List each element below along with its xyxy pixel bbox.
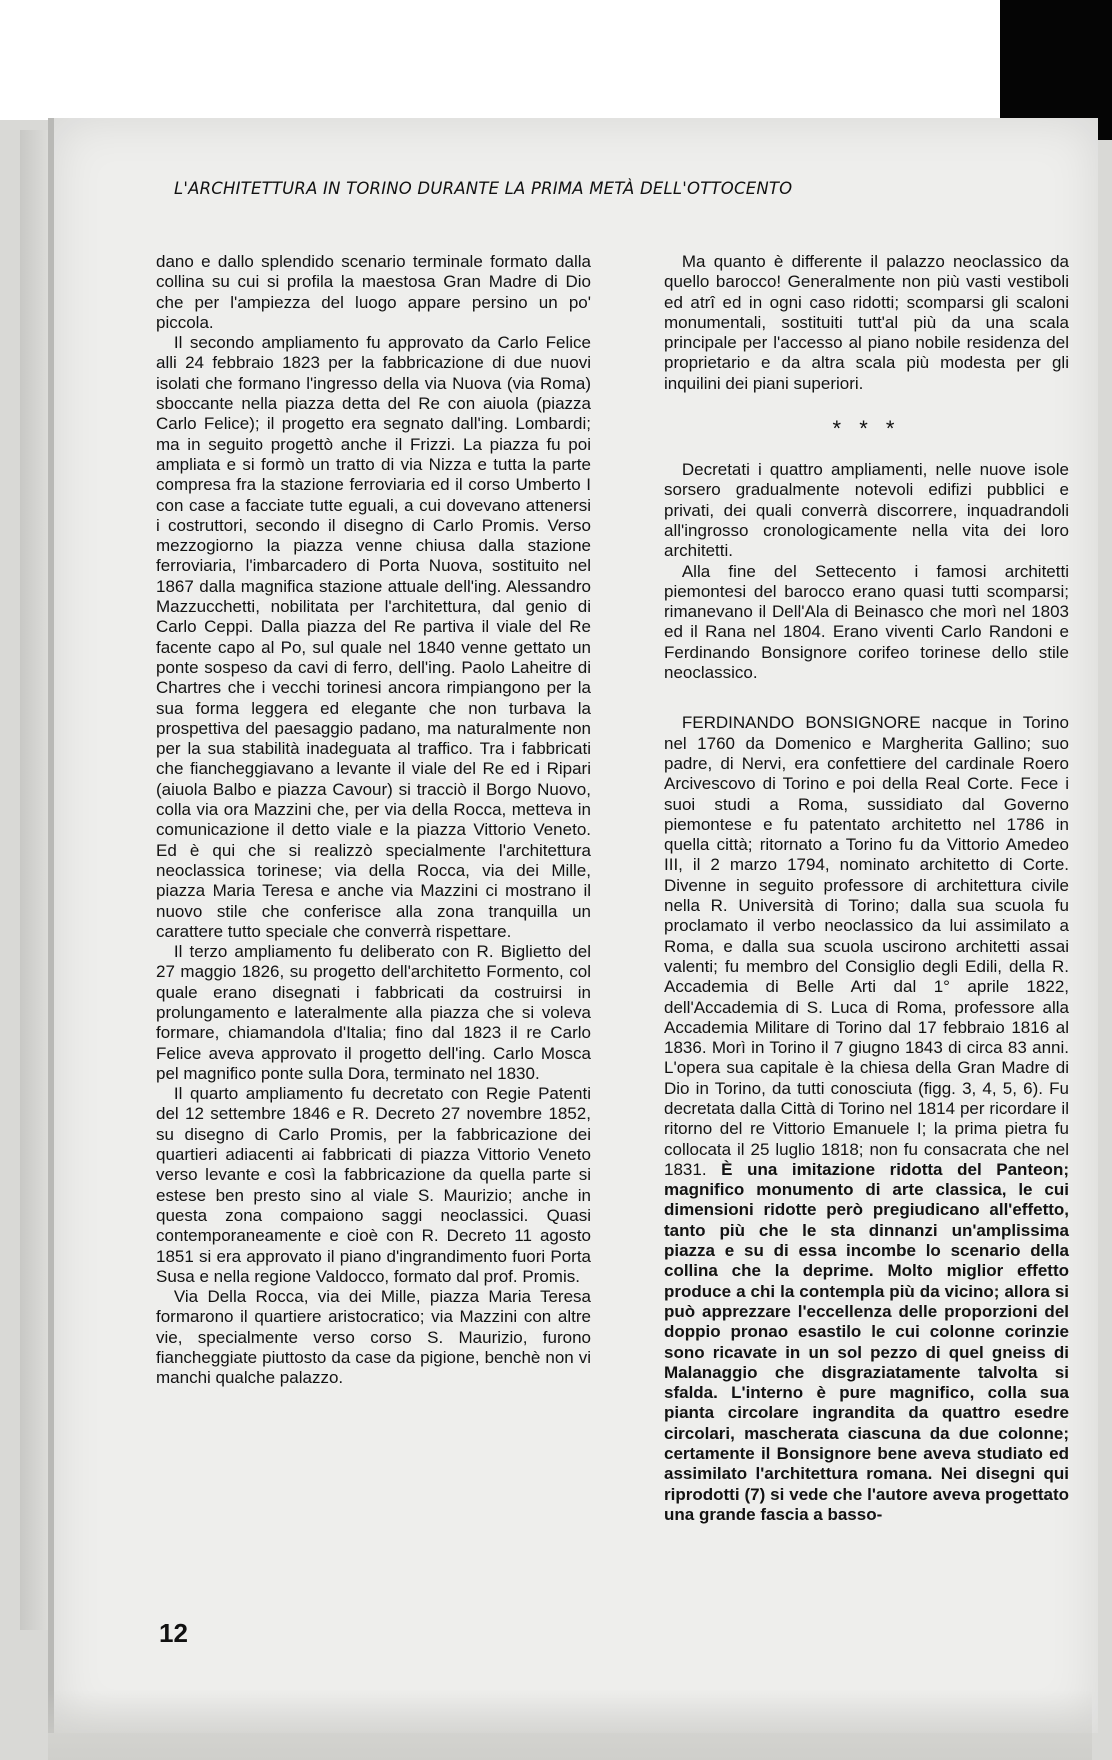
paragraph-gap	[664, 683, 1069, 713]
scan-bottom-shadow	[48, 1690, 1092, 1760]
page-number: 12	[159, 1618, 188, 1648]
bonsignore-text: nacque in Torino nel 1760 da Domenico e Margherita Gallino; suo padre, di Nervi, era confettiere del cardinale Roero Arcivescovo di Torino e poi della Real Corte. Fece i suoi studi a Roma, sussidiato dal Governo piemontese e fu patentato architetto nel 1786 in quella città; ritornato a Torino fu da Vittorio Amedeo III, il 2 marzo 1794, nominato architetto di Corte. Divenne in seguito professore di architettura civile nella R. Università di Torino; dalla sua scuola fu proclamato il verbo neoclassico da lui assimilato a Roma, e dalla sua scuola uscirono architetti assai valenti; fu membro del Consiglio degli Edili, della R. Accademia di Belle Arti dal 1° aprile 1822, dell'Accademia di S. Luca di Roma, professore alla Accademia Militare di Torino dal 17 febbraio 1816 al 1836. Morì in Torino il 7 giugno 1843 di circa 83 anni. L'opera sua capitale è la chiesa della Gran Madre di Dio in Torino, da tutti conosciuta (figg. 3, 4, 5, 6). Fu decretata dalla Città di Torino nel 1814 per ricordare il ritorno del re Vittorio Emanuele I; la prima pietra fu collocata il 25 luglio 1818; non fu consacrata che nel 1831.	[664, 713, 1069, 1179]
bonsignore-paragraph	[664, 713, 1069, 1525]
right-paragraph-1: Decretati i quattro ampliamenti, nelle nuove isole sorsero gradualmente notevoli edifizi pubblici e privati, dei quali converrà discorrere, inquadrandoli all'ingrosso cronologicamente nella vita dei loro architetti.	[664, 460, 1069, 561]
right-paragraph-2: Alla fine del Settecento i famosi architetti piemontesi del barocco erano quasi tutti scomparsi; rimanevano il Dell'Ala di Beinasco che morì nel 1803 ed il Rana nel 1804. Erano viventi Carlo Randoni e Ferdinando Bonsignore corifeo torinese dello stile neoclassico.	[664, 561, 1069, 683]
left-paragraph-2: Il secondo ampliamento fu approvato da Carlo Felice alli 24 febbraio 1823 per la fabbricazione di due nuovi isolati che formano l'ingresso della via Nuova (via Roma) sboccante nella piazza detta del Re con aiuola (piazza Carlo Felice); il progetto era segnato dall'ing. Lombardi; ma in seguito progettò anche il Frizzi. La piazza fu poi ampliata e si formò un tratto di via Nizza e tutta la parte compresa fra la stazione ferroviaria ed il corso Umberto I con case a facciate tutte eguali, a cui dovevano attenersi i costruttori, secondo il disegno di Carlo Promis. Verso mezzogiorno la piazza venne chiusa dalla stazione ferroviaria, l'imbarcadero di Porta Nuova, sostituito nel 1867 dalla magnifica stazione attuale dell'ing. Alessandro Mazzucchetti, nobilitata per l'architettura, dal genio di Carlo Ceppi. Dalla piazza del Re partiva il viale del Re facente capo al Po, sul quale nel 1840 venne gettato un ponte sospeso da cavi di ferro, dell'ing. Paolo Laheitre di Chartres che i vecchi torinesi ancora rimpiangono per la sua forma leggera ed elegante che non turbava la prospettiva del paesaggio padano, ma naturalmente non per la sua stabilità inadeguata al traffico. Tra i fabbricati che fiancheggiavano a levante il viale del Re ed i Ripari (aiuola Balbo e piazza Cavour) si tracciò il Borgo Nuovo, colla via ora Mazzini che, per via della Rocca, metteva in comunicazione il detto viale e la piazza Vittorio Veneto. Ed è qui che si realizzò specialmente l'architettura neoclassica torinese; via della Rocca, via dei Mille, piazza Maria Teresa e anche via Mazzini ci mostrano il nuovo stile che conferisce alla zona tranquilla un carattere tutto speciale che converrà rispettare.	[156, 333, 591, 941]
left-paragraph-4: Il quarto ampliamento fu decretato con Regie Patenti del 12 settembre 1846 e R. Decreto 27 novembre 1852, su disegno di Carlo Promis, per la fabbricazione dei quartieri adiacenti ai fabbricati di piazza Vittorio Veneto verso levante e così la fabbricazione da quella parte si estese ben presto sino al viale S. Maurizio; anche in questa zona compaiono saggi neoclassici. Quasi contemporaneamente e cioè con R. Decreto 11 agosto 1851 si era approvato il piano d'ingrandimento fuori Porta Susa e nella regione Valdocco, formato dal prof. Promis.	[156, 1084, 591, 1286]
bonsignore-bold-text: È una imitazione ridotta del Panteon; magnifico monumento di arte classica, le cui dimensioni ridotte però pregiudicano all'effetto, tanto più che le sta dinnanzi un'amplissima piazza e su di essa incombe lo scenario della collina che la deprime. Molto miglior effetto produce a chi la contempla più da vicino; allora si può apprezzare l'eccellenza delle proporzioni del doppio pronao esastilo le cui colonne corinzie sono ricavate in un sol pezzo di quel gneiss di Malanaggio che disgraziatamente talvolta si sfalda. L'interno è pure magnifico, colla sua pianta circolare ingrandita da quattro esedre circolari, mascherata ciascuna da due colonne; certamente il Bonsignore bene aveva studiato ed assimilato l'architettura romana. Nei disegni qui riprodotti (7) si vede che l'autore aveva progettato una grande fascia a basso-	[664, 1159, 1069, 1524]
section-separator: * * *	[832, 416, 901, 442]
running-title: L'ARCHITETTURA IN TORINO DURANTE LA PRIMA METÀ DELL'OTTOCENTO	[174, 179, 793, 198]
left-paragraph-1: dano e dallo splendido scenario terminale formato dalla collina su cui si profila la maestosa Gran Madre di Dio che per l'ampiezza del luogo appare persino un po' piccola.	[156, 252, 591, 332]
left-paragraph-5: Via Della Rocca, via dei Mille, piazza Maria Teresa formarono il quartiere aristocratico; via Mazzini con altre vie, specialmente verso corso S. Maurizio, furono fiancheggiate piuttosto da case da pigione, benchè non vi manchi qualche palazzo.	[156, 1287, 591, 1388]
bonsignore-name: FERDINANDO BONSIGNORE	[681, 713, 921, 733]
right-column	[664, 252, 1069, 1525]
book-page-edge	[20, 130, 48, 1630]
left-paragraph-3: Il terzo ampliamento fu deliberato con R. Biglietto del 27 maggio 1826, su progetto dell'architetto Formento, col quale erano disegnati i fabbricati da costruirsi in prolungamento e lateralmente alla piazza che si voleva formare, chiamandola d'Italia; fino dal 1823 il re Carlo Felice aveva approvato il progetto dell'ing. Carlo Mosca pel magnifico ponte sulla Dora, terminato nel 1830.	[156, 942, 591, 1083]
scan-top-margin	[0, 0, 1112, 120]
right-intro-paragraph: Ma quanto è differente il palazzo neoclassico da quello barocco! Generalmente non più vasti vestiboli ed atrî ed in ogni caso ridotti; scomparsi gli scaloni monumentali, sostituiti tutt'al più da una scala principale per l'accesso al piano nobile residenza del proprietario e da altra scala più modesta per gli inquilini dei piani superiori.	[664, 252, 1069, 393]
left-column	[156, 252, 591, 1389]
